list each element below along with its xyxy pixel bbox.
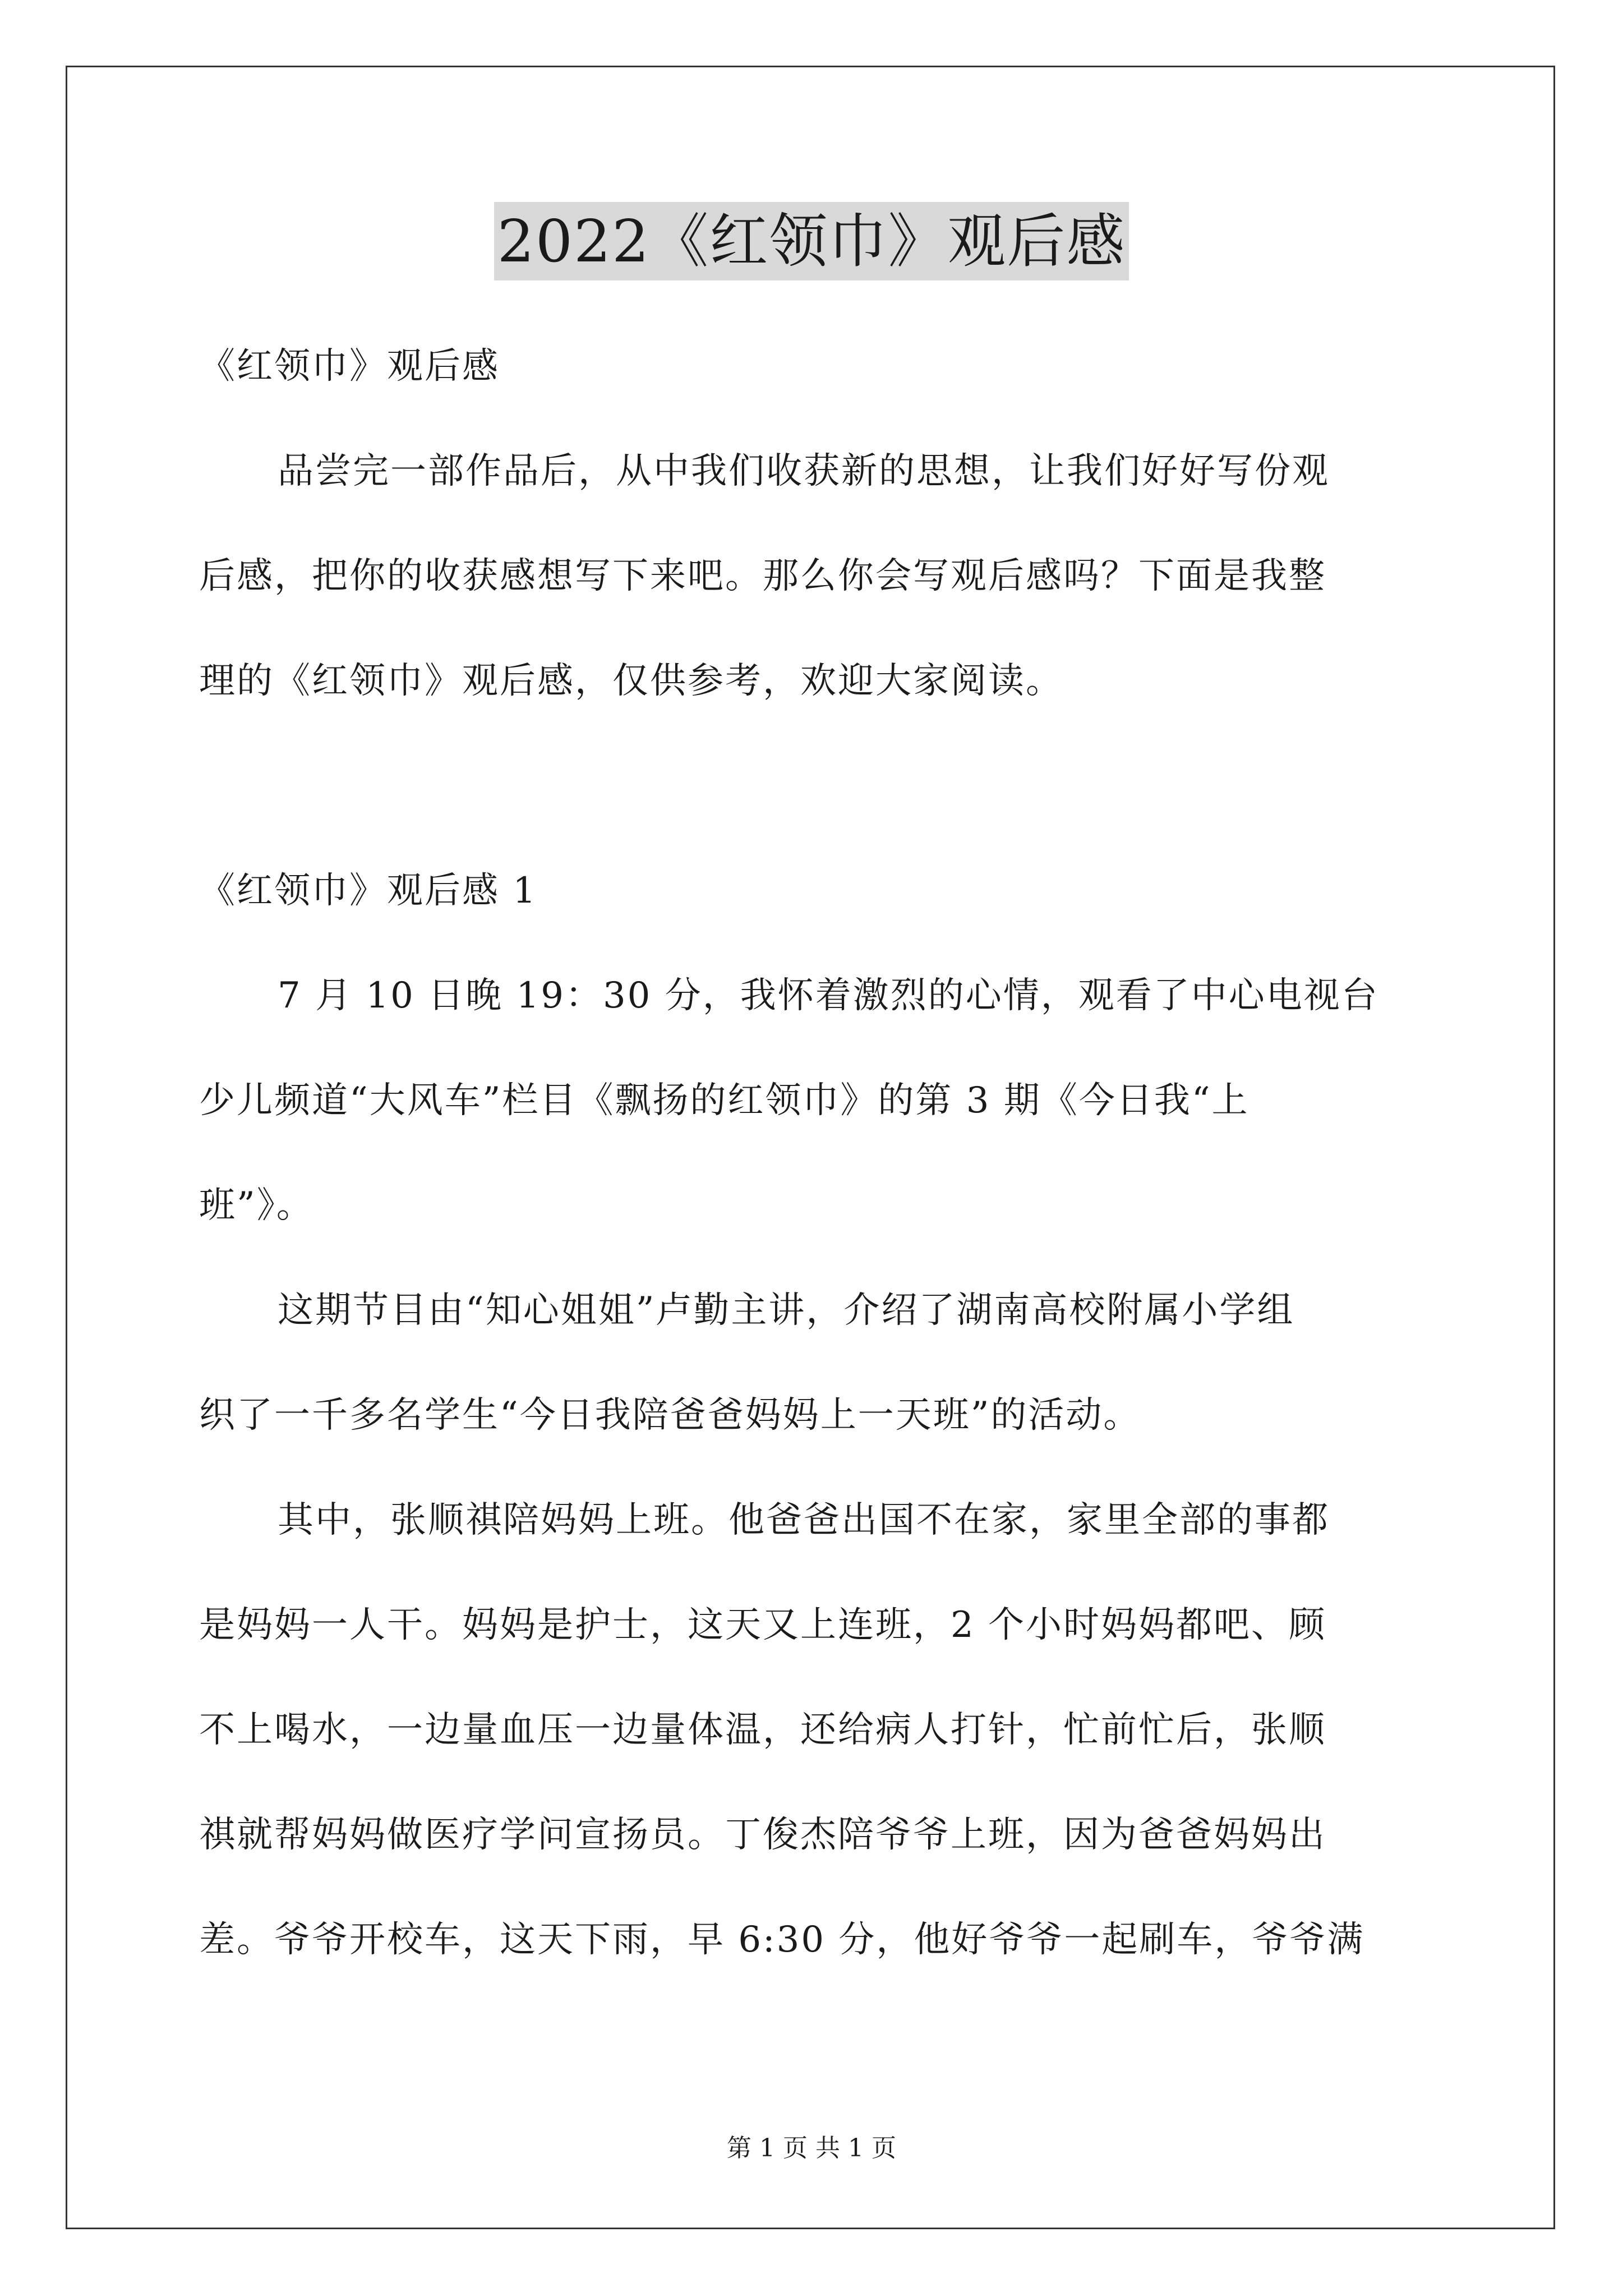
paragraph-line: 这期节目由“知心姐姐”卢勤主讲，介绍了湖南高校附属小学组 [278, 1290, 1295, 1331]
paragraph-line: 差。爷爷开校车，这天下雨，早 6:30 分，他好爷爷一起刷车，爷爷满 [199, 1919, 1365, 1961]
paragraph-line: 班”》。 [199, 1185, 314, 1226]
paragraph-line: 织了一千多名学生“今日我陪爸爸妈妈上一天班”的活动。 [199, 1395, 1141, 1436]
paragraph-line: 理的《红领巾》观后感，仅供参考，欢迎大家阅读。 [199, 660, 1063, 702]
paragraph-line: 少儿频道“大风车”栏目《飘扬的红领巾》的第 3 期《今日我“上 [199, 1080, 1249, 1121]
paragraph-line: 其中，张顺祺陪妈妈上班。他爸爸出国不在家，家里全部的事都 [278, 1499, 1330, 1541]
paragraph-line: 不上喝水，一边量血压一边量体温，还给病人打针，忙前忙后，张顺 [199, 1709, 1326, 1751]
section-heading: 《红领巾》观后感 1 [199, 870, 538, 912]
paragraph-line: 后感，把你的收获感想写下来吧。那么你会写观后感吗？下面是我整 [199, 555, 1326, 597]
paragraph-line: 品尝完一部作品后，从中我们收获新的思想，让我们好好写份观 [278, 450, 1330, 492]
page-number-footer: 第 1 页 共 1 页 [727, 2134, 896, 2162]
title-container [0, 202, 1623, 280]
paragraph-line: 祺就帮妈妈做医疗学问宣扬员。丁俊杰陪爷爷上班，因为爸爸妈妈出 [199, 1814, 1326, 1856]
document-title: 2022《红领巾》观后感 [494, 202, 1129, 280]
paragraph-line: 7 月 10 日晚 19：30 分，我怀着激烈的心情，观看了中心电视台 [278, 975, 1379, 1016]
blank-line [199, 734, 1424, 839]
paragraph-line: 是妈妈一人干。妈妈是护士，这天又上连班，2 个小时妈妈都吧、顾 [199, 1604, 1327, 1646]
document-body [199, 314, 1424, 1993]
section-heading: 《红领巾》观后感 [199, 346, 500, 387]
